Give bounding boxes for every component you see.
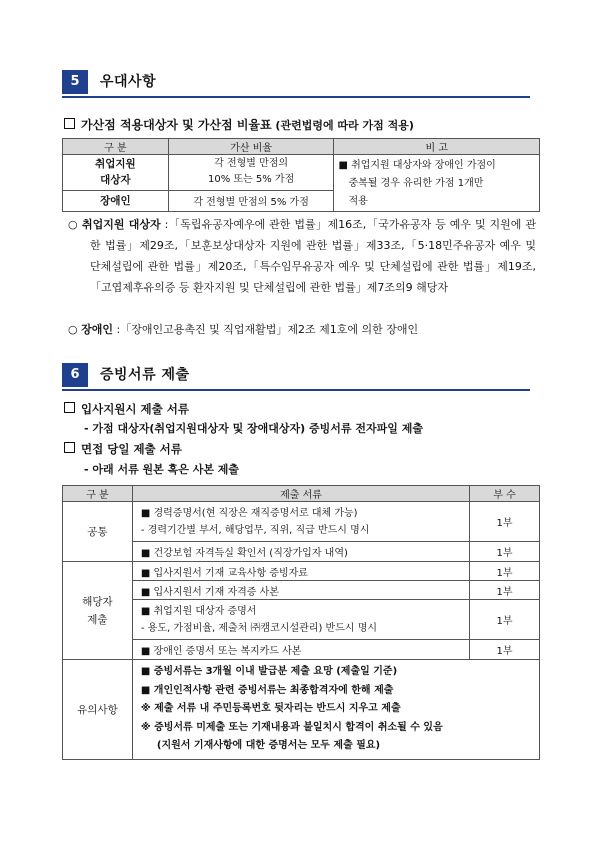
table-header: 가산 비율 bbox=[168, 139, 334, 155]
section-5-header bbox=[62, 70, 530, 94]
checkbox-square-icon bbox=[64, 402, 75, 413]
item-application-docs-detail: - 가점 대상자(취업지원대상자 및 장애대상자) 증빙서류 전자파일 제출 bbox=[84, 422, 423, 435]
bonus-points-table bbox=[62, 138, 540, 212]
table-cell-doc: ■ 장애인 증명서 또는 복지카드 사본 bbox=[132, 640, 469, 660]
checkbox-square-icon bbox=[64, 442, 75, 453]
section-title: 우대사항 bbox=[100, 74, 157, 90]
table-header: 제출 서류 bbox=[132, 486, 469, 502]
circle-bullet-icon: ○ bbox=[68, 323, 82, 336]
table-cell-doc: ■ 경력증명서(현 직장은 재직증명서로 대체 가능) - 경력기간별 부서, 해당업무, 직위, 직급 반드시 명시 bbox=[132, 502, 469, 542]
table-header: 구 분 bbox=[63, 139, 169, 155]
section-number-badge: 6 bbox=[62, 363, 88, 387]
item-interview-docs: 면접 당일 제출 서류 bbox=[64, 441, 182, 457]
table-cell-rate: 각 전형별 만점의 5% 가점 bbox=[168, 190, 334, 211]
table-cell-count: 1부 bbox=[470, 502, 540, 542]
table-cell-count: 1부 bbox=[470, 581, 540, 600]
table-cell-count: 1부 bbox=[470, 542, 540, 562]
table-group-label: 유의사항 bbox=[63, 660, 133, 760]
item-application-docs: 입사지원시 제출 서류 bbox=[64, 401, 189, 417]
subheading-note: (관련법령에 따라 가점 적용) bbox=[275, 119, 414, 132]
table-row-label: 장애인 bbox=[63, 190, 169, 211]
table-cell-count: 1부 bbox=[470, 562, 540, 581]
table-header: 비 고 bbox=[334, 139, 540, 155]
table-group-label: 공통 bbox=[63, 502, 133, 562]
table-cell-count: 1부 bbox=[470, 600, 540, 640]
table-header: 부 수 bbox=[470, 486, 540, 502]
table-cell-count: 1부 bbox=[470, 640, 540, 660]
table-cell-doc: ■ 취업지원 대상자 증명서 - 용도, 가점비율, 제출처 ㈜캠코시설관리) 반드시 명시 bbox=[132, 600, 469, 640]
table-header: 구 분 bbox=[63, 486, 133, 502]
documents-table bbox=[62, 485, 540, 760]
table-row-label: 취업지원 대상자 bbox=[63, 155, 169, 191]
table-cell-doc: ■ 입사지원서 기재 자격증 사본 bbox=[132, 581, 469, 600]
section-6-header bbox=[62, 363, 530, 387]
table-group-label: 해당자 제출 bbox=[63, 562, 133, 660]
table-cell-notes: ■ 증빙서류는 3개월 이내 발급분 제출 요망 (제출일 기준) ■ 개인인적사항 관련 증빙서류는 최종합격자에 한해 제출 ※ 제출 서류 내 주민등록번호 뒷자리는 반드시 지우고 제출 ※ 증빙서류 미제출 또는 기재내용과 불일치시 합격이 취소될 수 있음 (지원서 기재사항에 대한 증명서는 모두 제출 필요) bbox=[132, 660, 539, 760]
section-title: 증빙서류 제출 bbox=[100, 367, 190, 383]
table-cell-doc: ■ 입사지원서 기재 교육사항 증빙자료 bbox=[132, 562, 469, 581]
section-divider bbox=[62, 389, 530, 391]
subheading-bonus-points: 가산점 적용대상자 및 가산점 비율표 (관련법령에 따라 가점 적용) bbox=[64, 116, 414, 133]
section-number-badge: 5 bbox=[62, 70, 88, 94]
paragraph-employment-support: ○ 취업지원 대상자 :「독립유공자예우에 관한 법률」제16조,「국가유공자 등 예우 및 지원에 관한 법률」제29조,「보훈보상대상자 지원에 관한 법률」제33조,「5·18민주유공자 예우 및 단체설립에 관한 법률」제20조,「특수임무유공자 예우 및 단체설립에 관한 법률」제19조,「고엽제후유의증 등 환자지원 및 단체설립에 관한 법률」제7조의9 해당자 bbox=[68, 218, 536, 294]
table-cell-rate: 각 전형별 만점의 10% 또는 5% 가점 bbox=[168, 155, 334, 191]
circle-bullet-icon: ○ bbox=[68, 218, 82, 231]
table-cell-doc: ■ 건강보험 자격득실 확인서 (직장가입자 내역) bbox=[132, 542, 469, 562]
section-divider bbox=[62, 96, 530, 98]
table-cell-note: ■ 취업지원 대상자와 장애인 가점이 중복될 경우 유리한 가점 1개만 적용 bbox=[334, 155, 540, 212]
paragraph-disabled: ○ 장애인 :「장애인고용촉진 및 직업재활법」제2조 제1호에 의한 장애인 bbox=[68, 323, 419, 336]
item-interview-docs-detail: - 아래 서류 원본 혹은 사본 제출 bbox=[84, 463, 240, 476]
checkbox-square-icon bbox=[64, 118, 75, 129]
